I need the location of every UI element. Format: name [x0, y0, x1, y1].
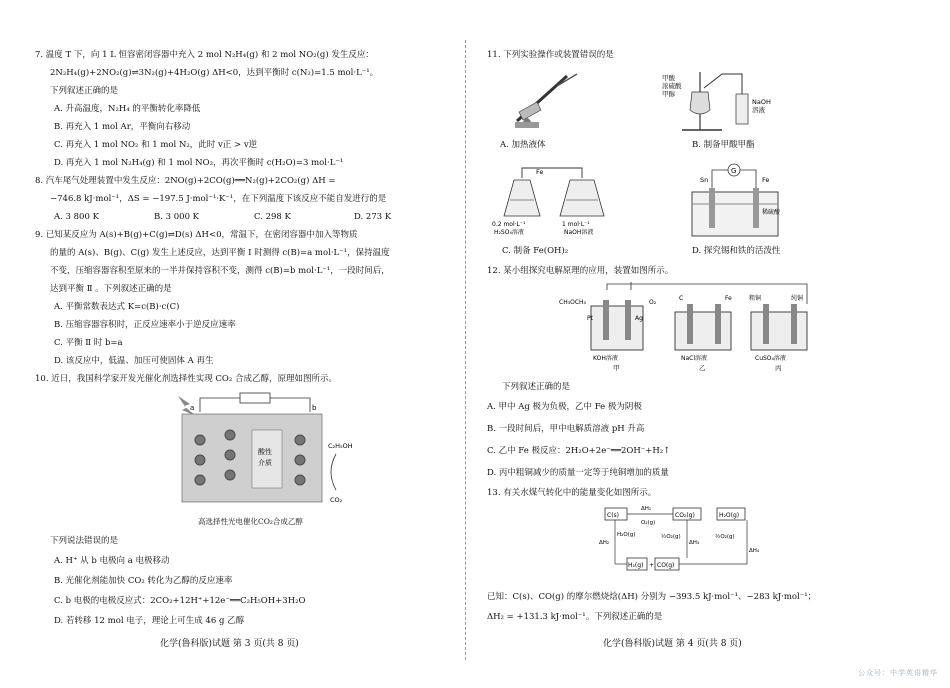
page-3-footer: 化学(鲁科版)试题 第 3 页(共 8 页) [160, 639, 299, 649]
h2o-box: H₂O(g) [719, 512, 740, 519]
column-divider [465, 40, 466, 660]
h2so4-conc-label: 0.2 mol·L⁻¹ [492, 221, 526, 228]
q8-option-d: D. 273 K [354, 212, 392, 222]
q10-figure-caption: 高选择性光电催化CO₂合成乙醇 [198, 517, 303, 526]
naoh-solution-label: NaOH溶液 [564, 229, 594, 236]
q10-option-b: B. 光催化剂能加快 CO₂ 转化为乙醇的反应速率 [54, 576, 233, 586]
q7-option-a: A. 升高温度，N₂H₄ 的平衡转化率降低 [54, 104, 201, 114]
q11-option-b-figure [662, 62, 782, 134]
half-o2-label-2: ½O₂(g) [715, 534, 735, 540]
q12-prompt: 下列叙述正确的是 [502, 382, 571, 392]
nacl-label: NaCl溶液 [681, 355, 708, 362]
dh4-label: ΔH₄ [749, 548, 760, 554]
watermark: 公众号：中学英语精华 [858, 669, 938, 677]
q10-photocatalysis-figure [160, 390, 360, 520]
q8-option-c: C. 298 K [254, 212, 291, 222]
fe-electrode-label: Fe [725, 295, 732, 302]
q12-option-c: C. 乙中 Fe 极反应：2H₂O+2e⁻══2OH⁻+H₂↑ [487, 446, 671, 456]
q8-option-b: B. 3 000 K [154, 212, 200, 222]
q10-prompt: 下列说法错误的是 [50, 536, 119, 546]
q11-option-d: D. 探究锡和铁的活泼性 [692, 246, 781, 256]
h2-box: H₂(g) [628, 562, 644, 569]
cell-yi-label: 乙 [699, 364, 706, 372]
cell-jia-label: 甲 [613, 364, 620, 372]
q13-given-line-1: 已知：C(s)、CO(g) 的摩尔燃烧焓(ΔH) 分别为 −393.5 kJ·mol⁻¹、−283 kJ·mol⁻¹； [487, 592, 817, 602]
q11-option-c: C. 制备 Fe(OH)₂ [502, 246, 569, 256]
conc-acid-label: 浓硫酸 [662, 82, 682, 90]
sn-label: Sn [700, 176, 709, 184]
carbon-label: C [679, 295, 684, 302]
dh3-label: ΔH₃ [689, 540, 700, 546]
medium-label: 介质 [258, 459, 272, 467]
q9-line-3: 不变，压缩容器容积至原来的一半并保持容积不变，测得 c(B)=b mol·L⁻¹，一段时间后， [50, 266, 390, 276]
dh2-label: ΔH₂ [599, 540, 610, 546]
cell-bing-label: 丙 [775, 364, 782, 372]
q9-option-c: C. 平衡 Ⅱ 时 b=a [54, 338, 123, 348]
o2-arrow-label: O₂(g) [641, 520, 656, 526]
dilute-acid-label: 稀硫酸 [762, 209, 781, 216]
galvanometer-label: G [731, 167, 737, 175]
ethanol-label: C₂H₅OH [328, 442, 353, 450]
electrode-b-label: b [312, 404, 317, 412]
q9-line-4: 达到平衡 Ⅱ 。下列叙述正确的是 [50, 284, 172, 294]
q8-stem: 8. 汽车尾气处理装置中发生反应：2NO(g)+2CO(g)══N₂(g)+2CO₂(g) ΔH = [35, 176, 336, 186]
plus-sign: + [649, 562, 655, 569]
q11-option-a: A. 加热液体 [500, 140, 546, 150]
q7-prompt: 下列叙述正确的是 [50, 86, 119, 96]
q7-option-b: B. 再充入 1 mol Ar，平衡向右移动 [54, 122, 191, 132]
ch3och3-label: CH₃OCH₃ [559, 299, 586, 306]
electrode-a-label: a [190, 404, 195, 412]
q12-option-a: A. 甲中 Ag 极为负极，乙中 Fe 极为阴极 [487, 402, 642, 412]
q9-line-2: 的量的 A(s)、B(g)、C(g) 发生上述反应，达到平衡 Ⅰ 时测得 c(B)=a mol·L⁻¹，保持温度 [50, 248, 390, 258]
q7-option-c: C. 再充入 1 mol NO₂ 和 1 mol N₂，此时 v正 > v逆 [54, 140, 258, 150]
naoh-conc-label: 1 mol·L⁻¹ [562, 221, 590, 228]
q8-line2: −746.8 kJ·mol⁻¹，ΔS = −197.5 J·mol⁻¹·K⁻¹，在下列温度下该反应不能自发进行的是 [50, 194, 387, 204]
page-4-footer: 化学(鲁科版)试题 第 4 页(共 8 页) [603, 639, 742, 649]
q12-electrolysis-figure [557, 280, 817, 372]
q11-option-d-figure [682, 162, 792, 238]
page-3-column [0, 0, 465, 688]
cuso4-label: CuSO₄溶液 [755, 355, 786, 362]
q10-option-d: D. 若转移 12 mol 电子，理论上可生成 46 g 乙醇 [54, 616, 245, 626]
pt-label: Pt [587, 315, 593, 322]
q13-given-line-2: ΔH₂ = +131.3 kJ·mol⁻¹。下列叙述正确的是 [487, 612, 663, 622]
q10-stem: 10. 近日，我国科学家开发光催化剂选择性实现 CO₂ 合成乙醇，原理如图所示。 [35, 374, 338, 384]
load-box [240, 393, 270, 403]
koh-label: KOH溶液 [593, 355, 618, 362]
h2so4-label: H₂SO₄溶液 [494, 229, 524, 236]
dh1-label: ΔH₁ [641, 506, 652, 512]
co2-label: CO₂ [330, 496, 343, 504]
q7-equation: 2N₂H₄(g)+2NO₂(g)⇌3N₂(g)+4H₂O(g) ΔH<0，达到平衡时 c(N₂)=1.5 mol·L⁻¹。 [50, 68, 379, 78]
co2-box: CO₂(g) [675, 512, 695, 519]
q13-stem: 13. 有关水煤气转化中的能量变化如图所示。 [487, 488, 657, 498]
q13-energy-diagram [597, 500, 787, 580]
fe-label: Fe [536, 168, 544, 176]
acid-label: 酸性 [258, 448, 272, 456]
q9-line-1: 9. 已知某反应为 A(s)+B(g)+C(g)⇌D(s) ΔH<0，常温下，在密闭容器中加入等物质 [35, 230, 358, 240]
h2o-arrow-label: H₂O(g) [617, 532, 636, 538]
q12-option-b: B. 一段时间后，甲中电解质溶液 pH 升高 [487, 424, 645, 434]
q10-option-a: A. H⁺ 从 b 电极向 a 电极移动 [54, 556, 170, 566]
q10-option-c: C. b 电极的电极反应式：2CO₂+12H⁺+12e⁻══C₂H₅OH+3H₂O [54, 596, 306, 606]
formic-label: 甲酸 [662, 74, 675, 82]
half-o2-label-1: ½O₂(g) [661, 534, 681, 540]
q9-option-d: D. 该反应中，低温、加压可使固体 A 再生 [54, 356, 214, 366]
q11-stem: 11. 下列实验操作或装置错误的是 [487, 50, 614, 60]
cs-box: C(s) [607, 512, 619, 519]
q11-option-a-figure [497, 66, 597, 130]
naoh-label: NaOH [752, 98, 771, 106]
q7-stem: 7. 温度 T 下，向 1 L 恒容密闭容器中充入 2 mol N₂H₄(g) 和 2 mol NO₂(g) 发生反应： [35, 50, 374, 60]
q8-option-a: A. 3 800 K [54, 212, 99, 222]
q11-option-c-figure [492, 160, 622, 236]
pure-copper-label: 纯铜 [791, 295, 804, 302]
sol-label: 溶液 [752, 106, 765, 114]
crude-copper-label: 粗铜 [749, 295, 762, 302]
page-4-column [467, 0, 950, 688]
q7-option-d: D. 再充入 1 mol N₂H₄(g) 和 1 mol NO₂，再次平衡时 c(H₂O)=3 mol·L⁻¹ [54, 158, 344, 168]
q12-stem: 12. 某小组探究电解原理的应用，装置如图所示。 [487, 266, 674, 276]
q9-option-a: A. 平衡常数表达式 K=c(B)·c(C) [54, 302, 180, 312]
fe2-label: Fe [762, 176, 770, 184]
q12-option-d: D. 丙中粗铜减少的质量一定等于纯铜增加的质量 [487, 468, 669, 478]
o2-label: O₂ [649, 299, 657, 306]
methanol-label: 甲醇 [662, 90, 675, 98]
q11-option-b: B. 制备甲酸甲酯 [692, 140, 755, 150]
q9-option-b: B. 压缩容器容积时，正反应速率小于逆反应速率 [54, 320, 236, 330]
co-box: CO(g) [657, 562, 675, 569]
ag-label: Ag [635, 315, 643, 322]
